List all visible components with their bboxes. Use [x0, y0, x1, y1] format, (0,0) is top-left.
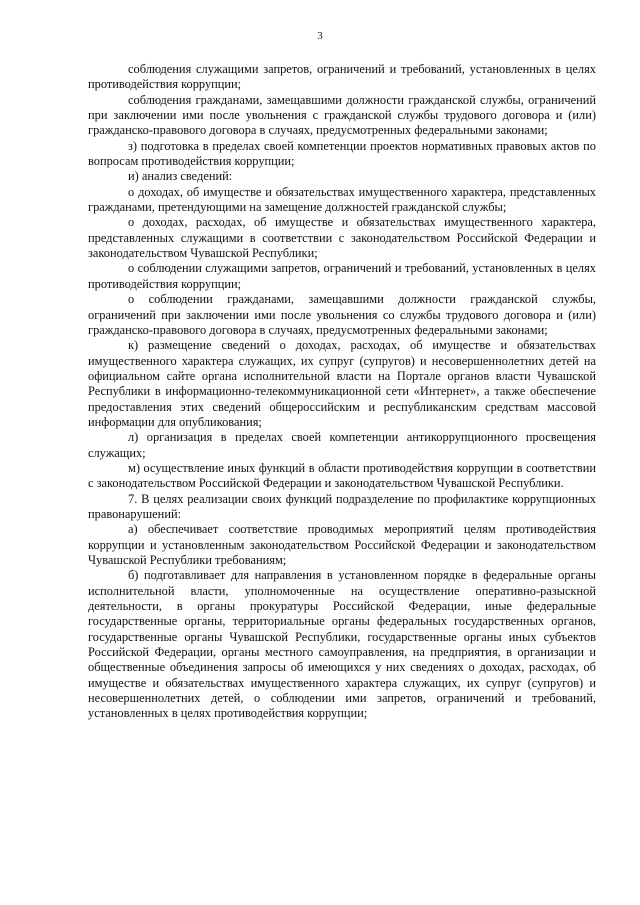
paragraph-item-i: и) анализ сведений:: [128, 169, 233, 184]
paragraph-servants-restrictions: о соблюдении служащими запретов, ограничений и требований, установленных в целях противодействия коррупции;: [88, 261, 596, 291]
paragraph-item-k: к) размещение сведений о доходах, расходах, об имуществе и обязательствах имущественного характера служащих, их супруг (супругов) и несовершеннолетних детей на официальном сайте органа исполнительной власти на Портале органов власти Чувашской Республики в информационно-телекоммуникационной сети «Интернет», а также обеспечение предоставления этих сведений общероссийским и республиканским средствам массовой информации для опубликования;: [88, 338, 596, 429]
paragraph-item-a: а) обеспечивает соответствие проводимых мероприятий целям противодействия коррупции и установленным законодательством Российской Федерации и законодательством Чувашской Республики требованиям;: [88, 522, 596, 567]
page-number: 3: [317, 30, 323, 42]
paragraph-compliance-former-servants: соблюдения гражданами, замещавшими должности гражданской службы, ограничений при заключении ими после увольнения с гражданской службы трудового договора и (или) гражданско-правового договора в случаях, предусмотренных федеральными законами;: [88, 92, 596, 138]
paragraph-item-z: з) подготовка в пределах своей компетенции проектов нормативных правовых актов по вопросам противодействия коррупции;: [88, 138, 596, 169]
paragraph-item-l: л) организация в пределах своей компетенции антикоррупционного просвещения служащих;: [88, 430, 596, 460]
paragraph-compliance-servants: соблюдения служащими запретов, ограничений и требований, установленных в целях противодействия коррупции;: [88, 62, 596, 92]
document-body: [88, 62, 596, 722]
paragraph-former-servants-restrictions: о соблюдении гражданами, замещавшими должности гражданской службы, ограничений при заключении ими после увольнения со службы трудового договора и (или) гражданско-правового договора в случаях, предусмотренных федеральными законами;: [88, 292, 596, 337]
paragraph-section-7: 7. В целях реализации своих функций подразделение по профилактике коррупционных правонарушений:: [88, 491, 596, 521]
paragraph-income-servants: о доходах, расходах, об имуществе и обязательствах имущественного характера, представленных служащими в соответствии с законодательством Российской Федерации и законодательством Чувашской Республики;: [88, 215, 596, 261]
paragraph-item-m: м) осуществление иных функций в области противодействия коррупции в соответствии с законодательством Российской Федерации и законодательством Чувашской Республики.: [88, 460, 596, 491]
paragraph-income-candidates: о доходах, об имуществе и обязательствах имущественного характера, представленных гражданами, претендующими на замещение должностей гражданской службы;: [88, 184, 596, 215]
paragraph-item-b: б) подготавливает для направления в установленном порядке в федеральные органы исполнительной власти, уполномоченные на осуществление оперативно-разыскной деятельности, в органы прокуратуры Российской Федерации, иные федеральные государственные органы, территориальные органы федеральных государственных органов, государственные органы Чувашской Республики, государственные органы иных субъектов Российской Федерации, органы местного самоуправления, на предприятия, в организации и общественные объединения запросы об имеющихся у них сведениях о доходах, расходах, об имуществе и обязательствах имущественного характера служащих, их супруг (супругов) и несовершеннолетних детей, о соблюдении ими запретов, ограничений и требований, установленных в целях противодействия коррупции;: [88, 568, 596, 721]
